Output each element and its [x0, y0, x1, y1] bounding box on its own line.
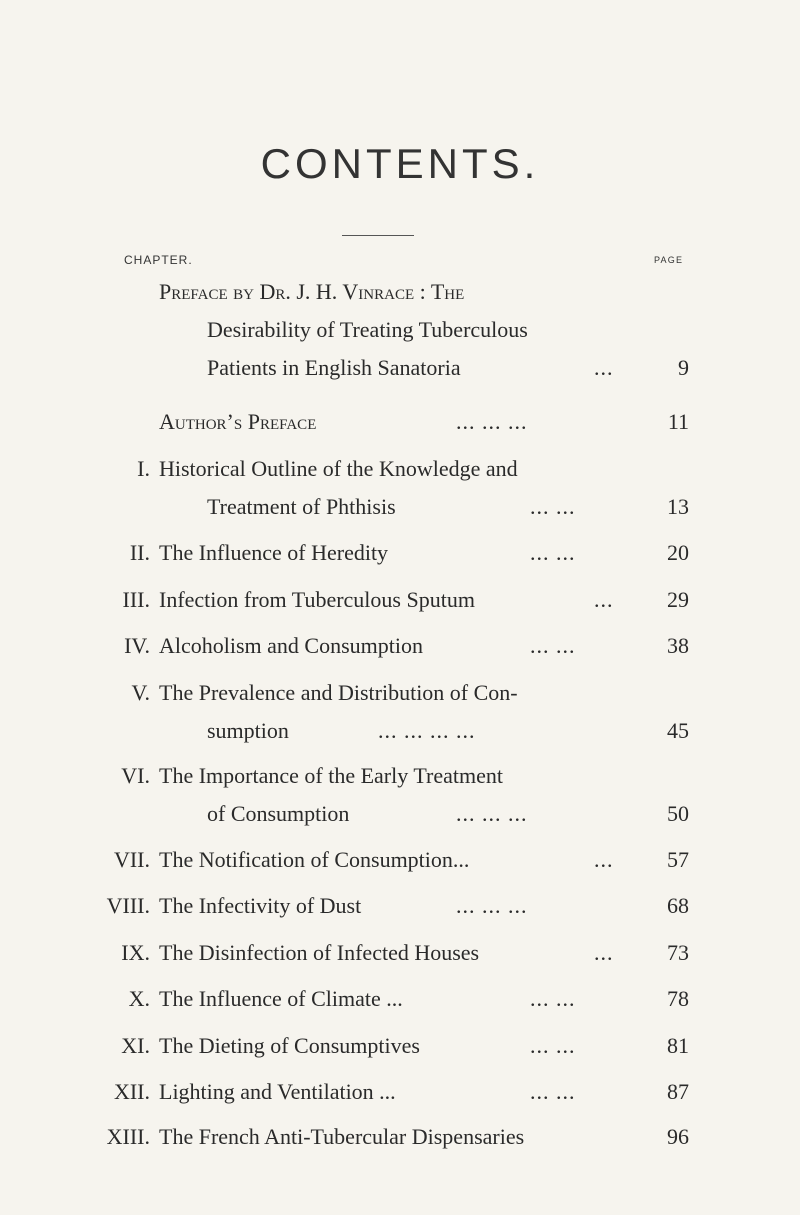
- page-column-header: PAGE: [654, 255, 684, 265]
- entry-line: The Notification of Consumption...: [159, 847, 470, 872]
- entry-line: The Disinfection of Infected Houses: [159, 940, 480, 965]
- entry-line: The Prevalence and Distribution of Con-: [159, 680, 518, 705]
- chapter-number: IV.: [124, 633, 150, 658]
- page-number: 13: [667, 494, 689, 519]
- entry-line: The Influence of Climate ...: [159, 986, 403, 1011]
- dot-leader: ... ...: [530, 633, 576, 658]
- dot-leader: ... ...: [530, 986, 576, 1011]
- entry-line: Infection from Tuberculous Sputum: [159, 587, 475, 612]
- chapter-number: V.: [131, 680, 150, 705]
- dot-leader: ...: [594, 847, 614, 872]
- dot-leader: ... ...: [530, 1033, 576, 1058]
- entry-line: The Dieting of Consumptives: [159, 1033, 420, 1058]
- entry-line: The Infectivity of Dust: [159, 893, 362, 918]
- entry-line: Desirability of Treating Tuberculous: [207, 317, 528, 342]
- chapter-number: IX.: [121, 940, 150, 965]
- dot-leader: ... ... ...: [456, 801, 528, 826]
- page-number: 87: [667, 1079, 689, 1104]
- dot-leader: ... ...: [530, 540, 576, 565]
- page-number: 20: [667, 540, 689, 565]
- chapter-number: III.: [122, 587, 150, 612]
- entry-line: The Influence of Heredity: [159, 540, 389, 565]
- entry-line: Historical Outline of the Knowledge and: [159, 456, 518, 481]
- chapter-number: XI.: [121, 1033, 150, 1058]
- chapter-number: XIII.: [106, 1124, 150, 1149]
- chapter-number: II.: [129, 540, 150, 565]
- entry-line: Patients in English Sanatoria: [207, 355, 461, 380]
- page-number: 11: [667, 409, 689, 434]
- entry-line: Lighting and Ventilation ...: [159, 1079, 396, 1104]
- page-number: 38: [667, 633, 689, 658]
- page-number: 68: [667, 893, 689, 918]
- chapter-column-header: CHAPTER.: [124, 253, 193, 267]
- entry-line: Author’s Preface: [159, 409, 317, 434]
- chapter-number: I.: [137, 456, 150, 481]
- entry-line: Treatment of Phthisis: [207, 494, 396, 519]
- entry-line: The French Anti-Tubercular Dispensaries: [159, 1124, 525, 1149]
- entry-line: The Importance of the Early Treatment: [159, 763, 503, 788]
- chapter-number: X.: [128, 986, 150, 1011]
- dot-leader: ...: [594, 587, 614, 612]
- page-number: 73: [667, 940, 689, 965]
- dot-leader: ...: [594, 940, 614, 965]
- entry-line: Alcoholism and Consumption: [159, 633, 423, 658]
- page-title: CONTENTS.: [260, 140, 540, 187]
- chapter-number: VII.: [113, 847, 150, 872]
- entry-line: Preface by Dr. J. H. Vinrace : The: [159, 279, 465, 304]
- title-rule: [342, 235, 414, 236]
- dot-leader: ... ... ...: [456, 409, 528, 434]
- entry-line: of Consumption: [207, 801, 350, 826]
- page-number: 29: [667, 587, 689, 612]
- entry-line: sumption: [207, 718, 289, 743]
- page-number: 45: [667, 718, 689, 743]
- dot-leader: ...: [594, 355, 614, 380]
- dot-leader: ... ...: [530, 494, 576, 519]
- page-number: 50: [667, 801, 689, 826]
- dot-leader: ... ... ...: [456, 893, 528, 918]
- chapter-number: XII.: [113, 1079, 150, 1104]
- dot-leader: ... ...: [530, 1079, 576, 1104]
- dot-leader: ... ... ... ...: [378, 718, 476, 743]
- page-number: 96: [667, 1124, 689, 1149]
- page-number: 57: [667, 847, 689, 872]
- page-number: 81: [667, 1033, 689, 1058]
- chapter-number: VI.: [121, 763, 150, 788]
- page-number: 9: [678, 355, 689, 380]
- page-number: 78: [667, 986, 689, 1011]
- chapter-number: VIII.: [106, 893, 150, 918]
